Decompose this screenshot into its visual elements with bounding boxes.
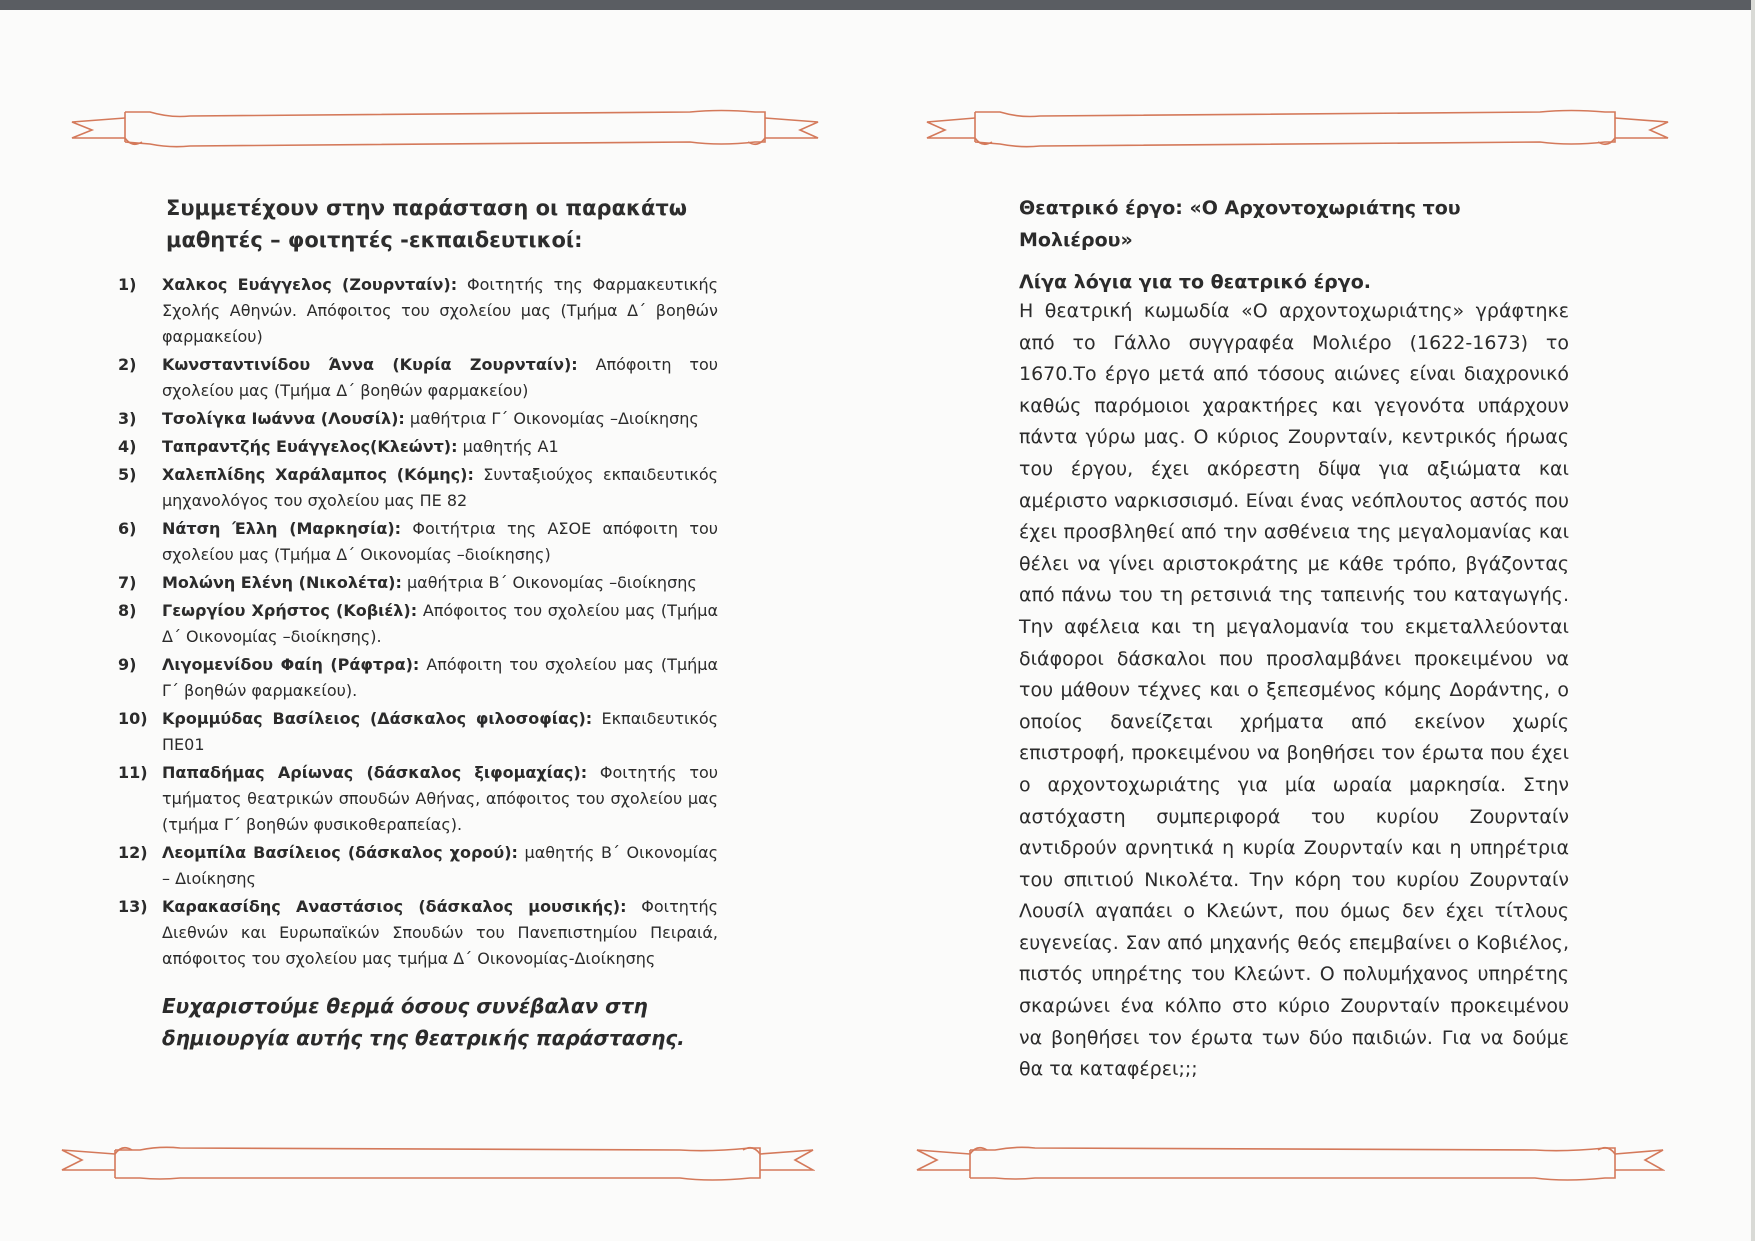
ribbon-banner-bottom-right <box>915 1140 1665 1186</box>
list-item <box>118 570 718 596</box>
cast-member-description: Απόφοιτη του σχολείου μας (Τμήμα Δ΄ βοηθών φαρμακείου) <box>162 355 718 400</box>
cast-entry <box>162 272 718 350</box>
cast-member-name: Μολώνη Ελένη (Νικολέτα): <box>162 573 402 592</box>
cast-number: 12) <box>118 843 148 862</box>
cast-entry <box>162 570 718 596</box>
cast-member-name: Νάτση Έλλη (Μαρκησία): <box>162 519 402 538</box>
cast-member-description: μαθήτρια Β΄ Οικονομίας –διοίκησης <box>406 573 697 592</box>
thanks-note: Ευχαριστούμε θερμά όσους συνέβαλαν στη δημιουργία αυτής της θεατρικής παράστασης. <box>162 994 685 1050</box>
cast-number: 7) <box>118 573 137 592</box>
cast-member-description: Φοιτητής του τμήματος θεατρικών σπουδών Αθήνας, απόφοιτος του σχολείου μας (τμήμα Γ΄ βοηθών φυσικοθεραπείας). <box>162 763 719 834</box>
cast-entry <box>162 598 718 650</box>
play-description: Η θεατρική κωμωδία «Ο αρχοντοχωριάτης» γράφτηκε από το Γάλλο συγγραφέα Μολιέρο (1622-1673) το 1670.Το έργο μετά από τόσους αιώνες είναι διαχρονικό καθώς παρόμοιοι χαρακτήρες και γεγονότα υπάρχουν πάντα γύρω μας. Ο κύριος Ζουρνταίν, κεντρικός ήρωας του έργου, έχει ακόρεστη δίψα για αξιώματα και αμέριστο ναρκισσισμό. Είναι ένας νεόπλουτος αστός που έχει προσβληθεί από την ασθένεια της μεγαλομανίας και θέλει να γίνει αριστοκράτης με κάθε τρόπο, βγάζοντας από πάνω του τη ρετσινιά της ταπεινής του καταγωγής. Την αφέλεια και τη μεγαλομανία του εκμεταλλεύονται διάφοροι δάσκαλοι που προσλαμβάνει προκειμένου να του μάθουν τέχνες και ο ξεπεσμένος κόμης Δοράντης, ο οποίος δανείζεται χρήματα από εκείνον χωρίς επιστροφή, προκειμένου να βοηθήσει τον έρωτα που έχει ο αρχοντοχωριάτης για μία ωραία μαρκησία. Στην αστόχαστη συμπεριφορά του κυρίου Ζουρνταίν αντιδρούν αρνητικά η κυρία Ζουρνταίν και η υπηρέτρια του σπιτιού Νικολέτα. Την κόρη του κυρίου Ζουρνταίν Λουσίλ αγαπάει ο Κλεώντ, που όμως δεν έχει τίτλους ευγενείας. Σαν από μηχανής θεός επεμβαίνει ο Κοβιέλος, πιστός υπηρέτης του Κλεώντ. Ο πολυμήχανος υπηρέτης σκαρώνει ένα κόλπο στο κύριο Ζουρνταίν προκειμένου να βοηθήσει τον έρωτα των δύο παιδιών. Για να δούμε θα τα καταφέρει;;; <box>1019 300 1569 1081</box>
cast-entry <box>162 406 718 432</box>
list-item <box>118 706 718 758</box>
cast-list <box>118 272 718 972</box>
cast-member-description: Εκπαιδευτικός ΠΕ01 <box>162 709 718 754</box>
list-item <box>118 406 718 432</box>
list-item <box>118 352 718 404</box>
list-item <box>118 894 718 972</box>
cast-number: 11) <box>118 763 148 782</box>
cast-member-description: Φοιτητής της Φαρμακευτικής Σχολής Αθηνών. Απόφοιτος του σχολείου μας (Τμήμα Δ΄ βοηθών φαρμακείου) <box>162 275 719 346</box>
cast-member-description: Συνταξιούχος εκπαιδευτικός μηχανολόγος του σχολείου μας ΠΕ 82 <box>162 465 718 510</box>
scan-right-edge <box>1751 0 1755 1241</box>
scan-top-edge <box>0 0 1755 10</box>
ribbon-banner-top-left <box>70 106 820 152</box>
ribbon-banner-bottom-left <box>60 1140 815 1186</box>
cast-member-name: Κωνσταντινίδου Άννα (Κυρία Ζουρνταίν): <box>162 355 578 374</box>
cast-entry <box>162 894 718 972</box>
cast-member-description: Απόφοιτη του σχολείου μας (Τμήμα Γ΄ βοηθών φαρμακείου). <box>162 655 718 700</box>
cast-member-name: Γεωργίου Χρήστος (Κοβιέλ): <box>162 601 418 620</box>
cast-member-name: Παπαδήμας Αρίωνας (δάσκαλος ξιφομαχίας): <box>162 763 588 782</box>
cast-member-name: Ταπραντζής Ευάγγελος(Κλεώντ): <box>162 437 458 456</box>
cast-number: 1) <box>118 275 137 294</box>
cast-member-name: Καρακασίδης Αναστάσιος (δάσκαλος μουσικής): <box>162 897 627 916</box>
list-item <box>118 840 718 892</box>
cast-number: 9) <box>118 655 137 674</box>
cast-member-description: Απόφοιτος του σχολείου μας (Τμήμα Δ΄ Οικονομίας –διοίκησης). <box>162 601 718 646</box>
list-item <box>118 516 718 568</box>
cast-number: 3) <box>118 409 137 428</box>
cast-entry <box>162 840 718 892</box>
play-title: Θεατρικό έργο: «Ο Αρχοντοχωριάτης του Μολιέρου» <box>1019 197 1461 251</box>
cast-number: 10) <box>118 709 148 728</box>
list-item <box>118 272 718 350</box>
cast-entry <box>162 434 718 460</box>
cast-member-name: Λεομπίλα Βασίλειος (δάσκαλος χορού): <box>162 843 518 862</box>
cast-member-name: Λιγομενίδου Φαίη (Ράφτρα): <box>162 655 420 674</box>
cast-member-name: Χαλεπλίδης Χαράλαμπος (Κόμης): <box>162 465 474 484</box>
cast-member-name: Χαλκος Ευάγγελος (Ζουρνταίν): <box>162 275 458 294</box>
cast-number: 6) <box>118 519 137 538</box>
cast-entry <box>162 706 718 758</box>
cast-entry <box>162 516 718 568</box>
cast-member-name: Τσολίγκα Ιωάννα (Λουσίλ): <box>162 409 405 428</box>
cast-member-description: μαθήτρια Γ΄ Οικονομίας –Διοίκησης <box>409 409 699 428</box>
cast-number: 5) <box>118 465 137 484</box>
list-item <box>118 652 718 704</box>
cast-member-description: Φοιτητής Διεθνών και Ευρωπαϊκών Σπουδών του Πανεπιστημίου Πειραιά, απόφοιτος του σχολείου μας τμήμα Δ΄ Οικονομίας-Διοίκησης <box>162 897 718 968</box>
left-page-cast <box>118 192 718 1054</box>
cast-heading: Συμμετέχουν στην παράσταση οι παρακάτω μαθητές – φοιτητές -εκπαιδευτικοί: <box>166 196 688 252</box>
list-item <box>118 462 718 514</box>
cast-member-description: Φοιτήτρια της ΑΣΟΕ απόφοιτη του σχολείου μας (Τμήμα Δ΄ Οικονομίας –διοίκησης) <box>162 519 719 564</box>
cast-member-name: Κρομμύδας Βασίλειος (Δάσκαλος φιλοσοφίας): <box>162 709 593 728</box>
cast-number: 2) <box>118 355 137 374</box>
list-item <box>118 434 718 460</box>
cast-member-description: μαθητής Α1 <box>462 437 559 456</box>
intro-heading: Λίγα λόγια για το θεατρικό έργο. <box>1019 271 1371 293</box>
ribbon-banner-top-right <box>925 106 1670 152</box>
list-item <box>118 760 718 838</box>
cast-entry <box>162 352 718 404</box>
right-page-about <box>1019 192 1569 1086</box>
cast-entry <box>162 760 718 838</box>
cast-number: 13) <box>118 897 148 916</box>
cast-entry <box>162 652 718 704</box>
cast-number: 4) <box>118 437 137 456</box>
cast-entry <box>162 462 718 514</box>
list-item <box>118 598 718 650</box>
cast-member-description: μαθητής Β΄ Οικονομίας – Διοίκησης <box>162 843 719 888</box>
cast-number: 8) <box>118 601 137 620</box>
